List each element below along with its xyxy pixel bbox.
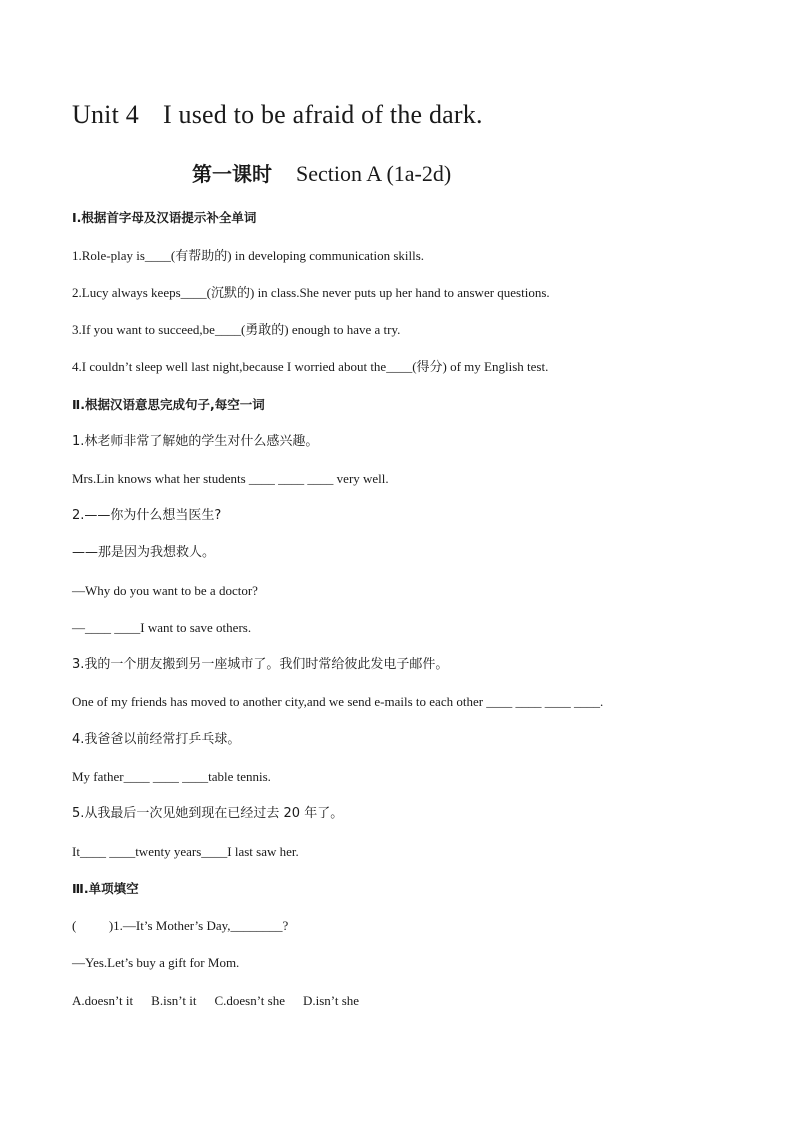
section-3-q1-options: [72, 993, 377, 1009]
section-2-q2-chinese-a: 2.——你为什么想当医生?: [72, 508, 222, 523]
section-1-item-3: 3.If you want to succeed,be____(勇敢的) enough to have a try.: [72, 322, 401, 337]
section-1-item-4: 4.I couldn’t sleep well last night,because I worried about the____(得分) of my English test.: [72, 359, 549, 374]
section-3-heading: Ⅲ.单项填空: [72, 881, 139, 896]
section-2-q5-english: It____ ____twenty years____I last saw her.: [72, 844, 299, 859]
section-1-heading: Ⅰ.根据首字母及汉语提示补全单词: [72, 210, 257, 225]
section-2-q5-chinese: 5.从我最后一次见她到现在已经过去 20 年了。: [72, 806, 344, 821]
option-a: A.doesn’t it: [72, 993, 134, 1008]
section-2-q4-english: My father____ ____ ____table tennis.: [72, 769, 271, 784]
section-2-q4-chinese: 4.我爸爸以前经常打乒乓球。: [72, 732, 241, 747]
unit-label: Unit 4: [72, 100, 139, 129]
section-2-q3-english: One of my friends has moved to another city,and we send e-mails to each other ____ ____ ____ ____.: [72, 694, 604, 709]
section-3-q1-text: 1.—It’s Mother’s Day,________?: [113, 918, 289, 933]
lesson-label: 第一课时: [192, 162, 272, 186]
option-b: B.isn’t it: [151, 993, 197, 1008]
section-range: Section A (1a-2d): [296, 161, 452, 186]
section-2-q1-chinese: 1.林老师非常了解她的学生对什么感兴趣。: [72, 434, 319, 449]
option-d: D.isn’t she: [302, 993, 360, 1008]
page-title: [72, 100, 483, 130]
section-2-q2-chinese-b: ——那是因为我想救人。: [72, 545, 216, 560]
section-2-q2-english-b: —____ ____I want to save others.: [72, 620, 252, 635]
page-subtitle: [192, 158, 451, 187]
section-3-q1: [72, 918, 288, 934]
section-1-item-2: 2.Lucy always keeps____(沉默的) in class.She never puts up her hand to answer questions.: [72, 285, 550, 300]
section-3-q1-reply: —Yes.Let’s buy a gift for Mom.: [72, 955, 240, 970]
section-2-q3-chinese: 3.我的一个朋友搬到另一座城市了。我们时常给彼此发电子邮件。: [72, 657, 449, 672]
section-1-item-1: 1.Role-play is____(有帮助的) in developing communication skills.: [72, 248, 425, 263]
section-2-heading: Ⅱ.根据汉语意思完成句子,每空一词: [72, 397, 265, 412]
unit-title: I used to be afraid of the dark.: [162, 100, 483, 129]
answer-parentheses: ( ): [72, 918, 114, 933]
section-2-q2-english-a: —Why do you want to be a doctor?: [72, 583, 258, 598]
option-c: C.doesn’t she: [214, 993, 285, 1008]
section-2-q1-english: Mrs.Lin knows what her students ____ ____ ____ very well.: [72, 471, 389, 486]
